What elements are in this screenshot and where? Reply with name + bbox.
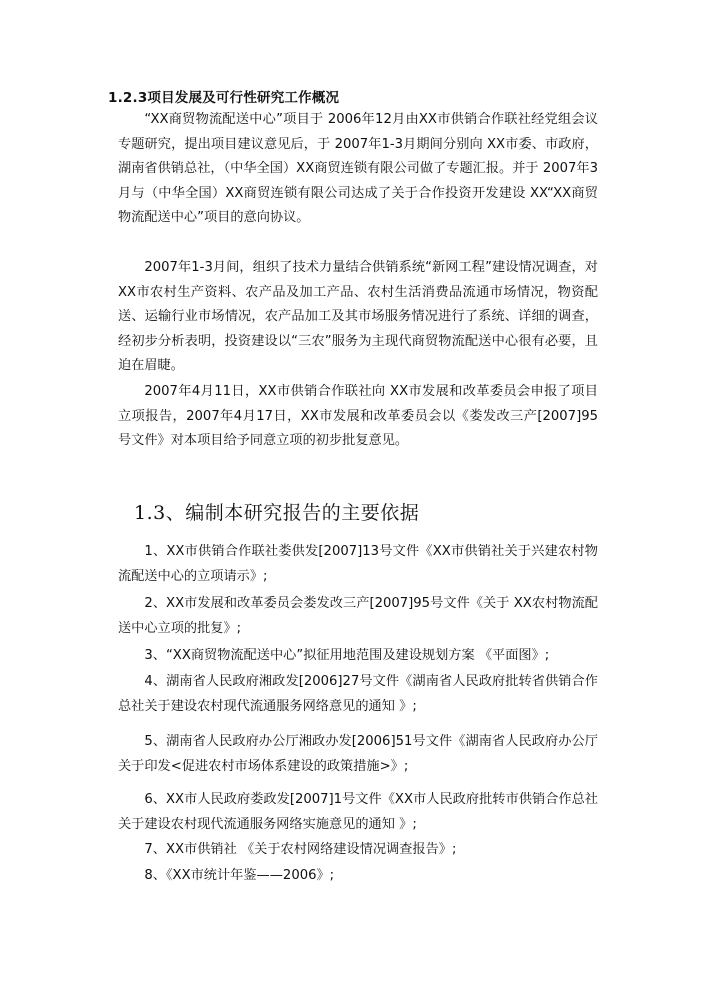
paragraph-project-origin: “XX商贸物流配送中心”项目于 2006年12月由XX市供销合作联社经党组会议专题研究，提出项目建议意见后，于 2007年1-3月期间分别向 XX市委、市政府，湖南省供销总社，（中华全国）XX商贸连锁有限公司做了专题汇报。并于 2007年3月与（中华全国）XX商贸连锁有限公司达成了关于合作投资开发建设 XX“XX商贸物流配送中心”项目的意向协议。	[118, 112, 598, 226]
basis-item-2: 2、XX市发展和改革委员会娄发改三产[2007]95号文件《关于 XX农村物流配送中心立项的批复》;	[118, 596, 598, 636]
basis-item-6: 6、XX市人民政府娄政发[2007]1号文件《XX市人民政府批转市供销合作总社关于建设农村现代流通服务网络实施意见的通知 》;	[118, 792, 598, 832]
section-heading-1-2-3: 1.2.3项目发展及可行性研究工作概况	[108, 90, 340, 106]
paragraph-market-survey: 2007年1-3月间，组织了技术力量结合供销系统“新网工程”建设情况调查，对 XX市农村生产资料、农产品及加工产品、农村生活消费品流通市场情况，物资配送、运输行业市场情况，农产品加工及其市场服务情况进行了系统、详细的调查，经初步分析表明，投资建设以“三农”服务为主现代商贸物流配送中心很有必要，且迫在眉睫。	[118, 260, 598, 374]
basis-item-1: 1、XX市供销合作联社娄供发[2007]13号文件《XX市供销社关于兴建农村物流配送中心的立项请示》;	[118, 544, 598, 584]
basis-item-8: 8、《XX市统计年鉴——2006》;	[144, 868, 335, 883]
basis-item-7: 7、XX市供销社 《关于农村网络建设情况调查报告》;	[144, 842, 457, 857]
section-heading-1-3: 1.3、编制本研究报告的主要依据	[134, 502, 420, 524]
basis-item-4: 4、湖南省人民政府湘政发[2006]27号文件《湖南省人民政府批转省供销合作总社关于建设农村现代流通服务网络意见的通知 》;	[118, 674, 598, 714]
basis-item-3: 3、“XX商贸物流配送中心”拟征用地范围及建设规划方案 《平面图》;	[144, 648, 550, 663]
paragraph-approval: 2007年4月11日，XX市供销合作联社向 XX市发展和改革委员会申报了项目立项报告，2007年4月17日，XX市发展和改革委员会以《娄发改三产[2007]95号文件》对本项目给予同意立项的初步批复意见。	[118, 384, 598, 449]
basis-item-5: 5、湖南省人民政府办公厅湘政办发[2006]51号文件《湖南省人民政府办公厅关于印发<促进农村市场体系建设的政策措施>》;	[118, 734, 598, 774]
